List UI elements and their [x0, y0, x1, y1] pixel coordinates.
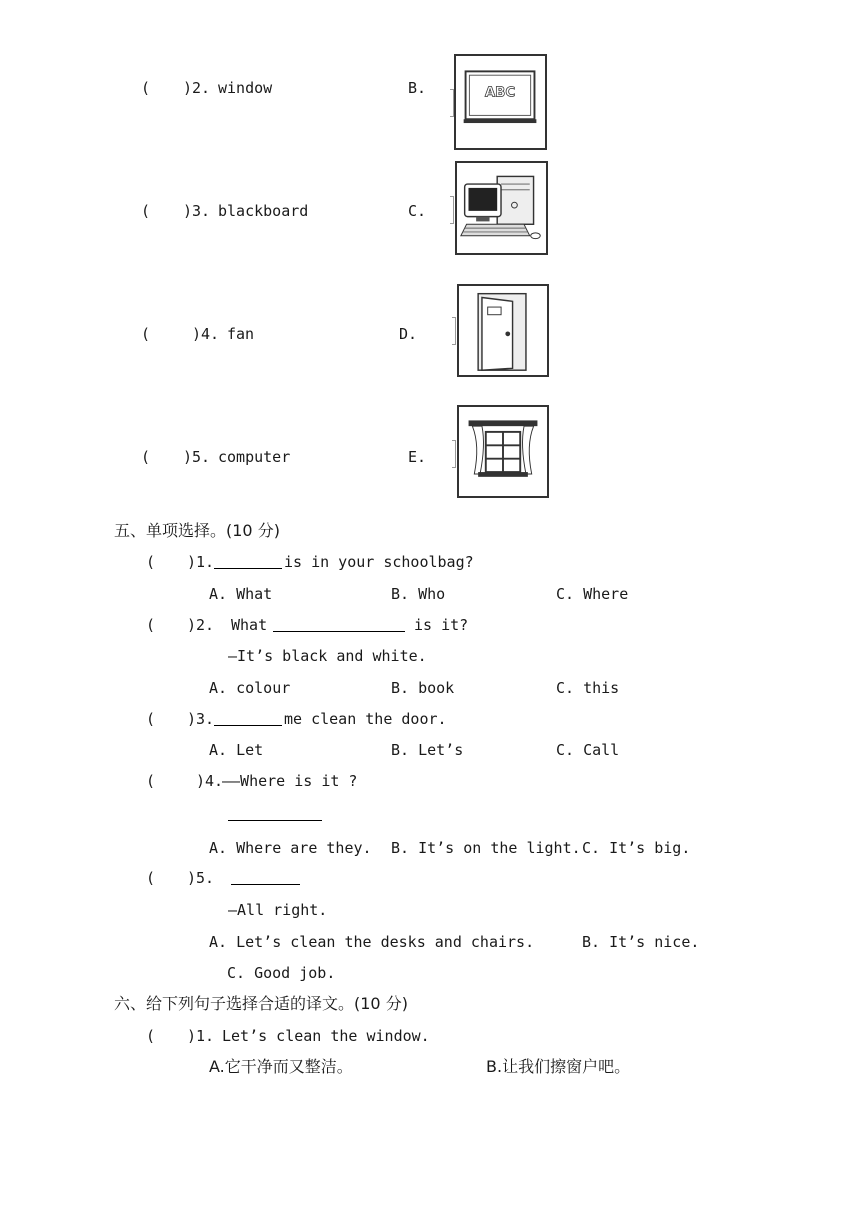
option-b: B. Who [391, 585, 446, 603]
item-number: 5. [192, 448, 211, 466]
question-text: is it? [414, 616, 469, 634]
fill-blank[interactable] [231, 884, 300, 885]
option-a: A. Let’s clean the desks and chairs. [209, 933, 535, 951]
question-text: me clean the door. [284, 710, 447, 728]
question-text: is in your schoolbag? [284, 553, 474, 571]
paren-close: ) [183, 202, 193, 220]
fill-blank[interactable] [214, 568, 282, 569]
section-6-title: 六、给下列句子选择合适的译文。(10 分) [114, 994, 408, 1013]
question-number: 1. [196, 553, 215, 571]
option-b: B.让我们擦窗户吧。 [486, 1057, 631, 1076]
window-icon [457, 405, 549, 498]
option-letter: D. [399, 325, 418, 343]
option-a: A. Let [209, 741, 264, 759]
answer-paren[interactable]: ( [146, 1027, 156, 1045]
option-a: A.它干净而又整洁。 [209, 1057, 353, 1076]
question-number: 2. [196, 616, 215, 634]
answer-paren[interactable]: ( [141, 79, 151, 97]
bracket-mark [452, 440, 456, 468]
bracket-mark [452, 317, 456, 345]
dialog-reply: —All right. [228, 901, 328, 919]
door-icon [457, 284, 549, 377]
option-c: C. It’s big. [582, 839, 691, 857]
fill-blank[interactable] [214, 725, 282, 726]
option-b: B. It’s nice. [582, 933, 700, 951]
paren-close: ) [187, 1027, 197, 1045]
paren-close: ) [183, 448, 193, 466]
question-number: 3. [196, 710, 215, 728]
item-word: fan [227, 325, 255, 343]
option-c: C. Call [556, 741, 620, 759]
option-letter: C. [408, 202, 427, 220]
section-5-title: 五、单项选择。(10 分) [114, 521, 280, 540]
answer-paren[interactable]: ( [141, 448, 151, 466]
item-word: computer [218, 448, 291, 466]
fill-blank[interactable] [273, 631, 405, 632]
question-number: 5. [196, 869, 215, 887]
item-number: 2. [192, 79, 211, 97]
item-word: blackboard [218, 202, 309, 220]
question-text: What [231, 616, 268, 634]
question-number: 1. [196, 1027, 215, 1045]
paren-close: ) [187, 616, 197, 634]
answer-paren[interactable]: ( [146, 616, 156, 634]
paren-close: ) [196, 772, 206, 790]
paren-close: ) [187, 710, 197, 728]
dialog-reply: —It’s black and white. [228, 647, 427, 665]
computer-icon [455, 161, 548, 255]
option-c: C. Good job. [227, 964, 336, 982]
answer-paren[interactable]: ( [141, 325, 151, 343]
option-b: B. book [391, 679, 455, 697]
svg-text:ABC: ABC [484, 85, 516, 101]
option-a: A. Where are they. [209, 839, 372, 857]
paren-close: ) [183, 79, 193, 97]
option-b: B. It’s on the light. [391, 839, 581, 857]
answer-paren[interactable]: ( [146, 772, 156, 790]
item-number: 3. [192, 202, 211, 220]
bracket-mark [450, 196, 454, 224]
option-letter: E. [408, 448, 427, 466]
option-c: C. Where [556, 585, 629, 603]
question-number: 4. [205, 772, 224, 790]
answer-paren[interactable]: ( [146, 869, 156, 887]
answer-paren[interactable]: ( [141, 202, 151, 220]
option-a: A. What [209, 585, 273, 603]
paren-close: ) [187, 869, 197, 887]
option-b: B. Let’s [391, 741, 464, 759]
abc-blackboard-icon [454, 54, 547, 150]
option-letter: B. [408, 79, 427, 97]
item-number: 4. [201, 325, 220, 343]
answer-paren[interactable]: ( [146, 710, 156, 728]
option-c: C. this [556, 679, 620, 697]
fill-blank[interactable] [228, 820, 322, 821]
paren-close: ) [187, 553, 197, 571]
question-text: ——Where is it ? [222, 772, 358, 790]
question-text: Let’s clean the window. [222, 1027, 430, 1045]
paren-close: ) [192, 325, 202, 343]
option-a: A. colour [209, 679, 291, 697]
answer-paren[interactable]: ( [146, 553, 156, 571]
item-word: window [218, 79, 273, 97]
